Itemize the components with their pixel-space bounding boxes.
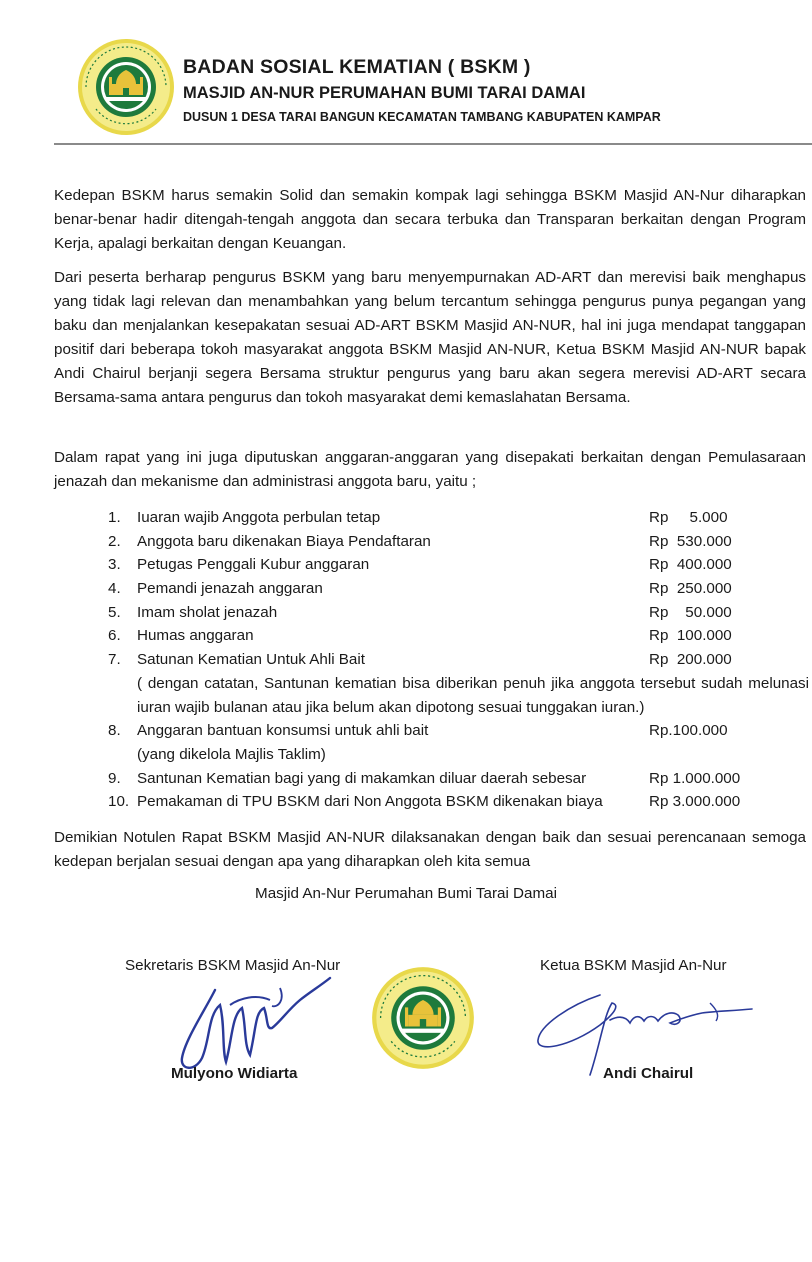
list-item bbox=[108, 767, 808, 791]
secretary-name: Mulyono Widiarta bbox=[171, 1065, 298, 1082]
item-amount: Rp 5.000 bbox=[649, 509, 728, 526]
mosque-name: MASJID AN-NUR PERUMAHAN BUMI TARAI DAMAI bbox=[183, 84, 586, 102]
paragraph-2: Dari peserta berharap pengurus BSKM yang baru menyempurnakan AD-ART dan merevisi baik menghapus yang tidak lagi relevan dan menambahkan yang belum tercantum sehingga pengurus punya pegangan yang baku dan menjalankan kesepakatan sesuai AD-ART BSKM Masjid AN-NUR, hal ini juga mendapat tanggapan positif dari beberapa tokoh masyarakat anggota BSKM Masjid AN-NUR, Ketua BSKM Masjid AN-NUR bapak Andi Chairul berjanji segera Bersama struktur pengurus yang baru akan segera merevisi AD-ART secara Bersama-sama antara pengurus dan tokoh masyarakat demi kemaslahatan Bersama. bbox=[54, 269, 806, 406]
item-text: Imam sholat jenazah bbox=[137, 603, 278, 621]
paragraph-1: Kedepan BSKM harus semakin Solid dan semakin kompak lagi sehingga BSKM Masjid AN-Nur diharapkan benar-benar hadir ditengah-tengah anggota dan secara terbuka dan Transparan berkaitan dengan Program Kerja, apalagi berkaitan dengan Keuangan. bbox=[54, 187, 806, 252]
item-number: 8. bbox=[108, 722, 121, 740]
address: DUSUN 1 DESA TARAI BANGUN KECAMATAN TAMBANG KABUPATEN KAMPAR bbox=[183, 110, 661, 124]
item-number: 10. bbox=[108, 793, 130, 811]
item-number: 2. bbox=[108, 532, 121, 550]
place-line: Masjid An-Nur Perumahan Bumi Tarai Damai bbox=[255, 885, 557, 902]
budget-list bbox=[108, 506, 808, 814]
list-item bbox=[108, 553, 808, 577]
list-item bbox=[108, 601, 808, 625]
item-number: 4. bbox=[108, 580, 121, 598]
item-number: 1. bbox=[108, 509, 121, 526]
item-amount: Rp 50.000 bbox=[649, 603, 732, 621]
chairman-name: Andi Chairul bbox=[603, 1065, 694, 1082]
paragraph-3: Dalam rapat yang ini juga diputuskan anggaran-anggaran yang disepakati berkaitan dengan Pemulasaraan jenazah dan mekanisme dan administrasi anggota baru, yaitu ; bbox=[54, 449, 806, 490]
item-text: Pemakaman di TPU BSKM dari Non Anggota BSKM dikenakan biaya bbox=[137, 793, 603, 811]
item-amount: Rp 250.000 bbox=[649, 580, 732, 598]
header-divider bbox=[54, 143, 812, 145]
list-item bbox=[108, 530, 808, 554]
item-text: Petugas Penggali Kubur anggaran bbox=[137, 556, 370, 574]
item-amount: Rp 400.000 bbox=[649, 556, 732, 574]
list-item bbox=[108, 506, 808, 530]
item-text: Anggota baru dikenakan Biaya Pendaftaran bbox=[137, 532, 431, 550]
item-text: Humas anggaran bbox=[137, 627, 254, 645]
item-amount: Rp 100.000 bbox=[649, 627, 732, 645]
closing-paragraph: Demikian Notulen Rapat BSKM Masjid AN-NUR dilaksanakan dengan baik dan sesuai perencanaan semoga kedepan berjalan sesuai dengan apa yang diharapkan oleh kita semua bbox=[54, 829, 806, 870]
item-number: 9. bbox=[108, 769, 121, 787]
item-note: ( dengan catatan, Santunan kematian bisa diberikan penuh jika anggota tersebut sudah melunasi iuran wajib bulanan atau jika belum akan dipotong sesuai tunggakan iuran.) bbox=[137, 674, 809, 716]
item-number: 6. bbox=[108, 627, 121, 645]
item-text: Satunan Kematian Untuk Ahli Bait bbox=[137, 651, 365, 669]
item-amount: Rp 3.000.000 bbox=[649, 793, 741, 811]
secretary-title: Sekretaris BSKM Masjid An-Nur bbox=[125, 957, 341, 974]
list-item bbox=[108, 577, 808, 601]
item-note: (yang dikelola Majlis Taklim) bbox=[137, 745, 326, 763]
chairman-title: Ketua BSKM Masjid An-Nur bbox=[540, 957, 727, 974]
item-text: Pemandi jenazah anggaran bbox=[137, 580, 323, 598]
item-text: Anggaran bantuan konsumsi untuk ahli bait bbox=[137, 722, 429, 740]
item-amount: Rp 530.000 bbox=[649, 532, 732, 550]
item-number: 5. bbox=[108, 603, 121, 621]
letterhead bbox=[183, 56, 661, 124]
item-text: Iuaran wajib Anggota perbulan tetap bbox=[137, 509, 381, 526]
bskm-logo-stamp bbox=[370, 965, 476, 1071]
org-name: BADAN SOSIAL KEMATIAN ( BSKM ) bbox=[183, 56, 531, 78]
list-item bbox=[108, 648, 808, 672]
list-item bbox=[108, 719, 808, 743]
item-number: 7. bbox=[108, 651, 121, 669]
item-text: Santunan Kematian bagi yang di makamkan diluar daerah sebesar bbox=[137, 769, 587, 787]
item-amount: Rp.100.000 bbox=[649, 722, 728, 740]
item-number: 3. bbox=[108, 556, 121, 574]
item-amount: Rp 200.000 bbox=[649, 651, 732, 669]
list-item bbox=[108, 624, 808, 648]
bskm-logo bbox=[76, 37, 176, 137]
list-item bbox=[108, 790, 808, 814]
item-amount: Rp 1.000.000 bbox=[649, 769, 741, 787]
